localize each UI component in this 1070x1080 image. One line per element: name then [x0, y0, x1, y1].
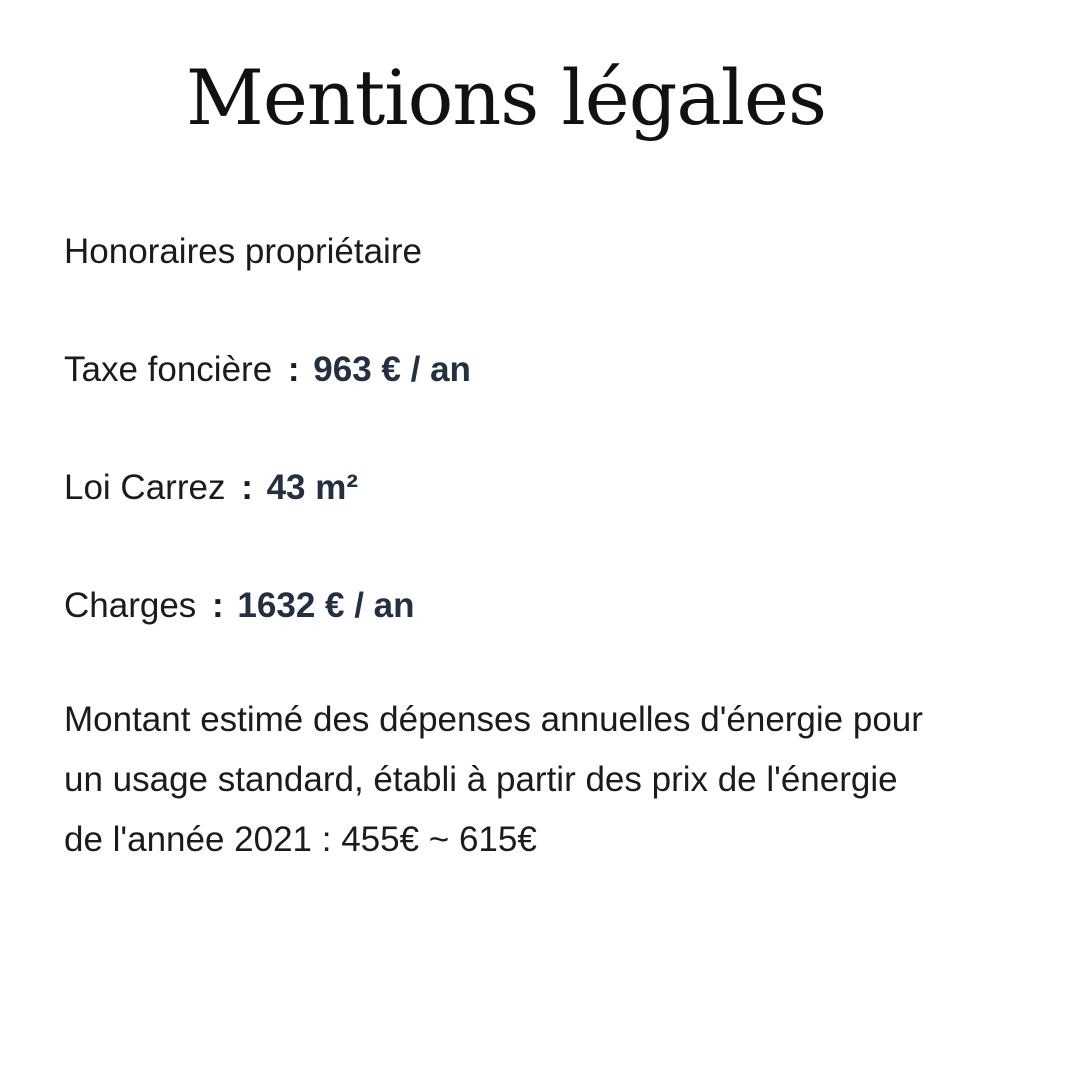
- energy-estimate-text: Montant estimé des dépenses annuelles d'énergie pour un usage standard, établi à partir des prix de l'énergie de l'année 2021 : 455€ ~ 615€: [64, 700, 923, 859]
- property-tax-line: [64, 344, 964, 396]
- page-title: Mentions légales: [186, 53, 826, 142]
- property-tax-unit: / an: [410, 350, 471, 389]
- carrez-value: 43 m²: [266, 468, 359, 507]
- charges-line: [64, 580, 964, 632]
- carrez-line: [64, 462, 964, 514]
- property-tax-value: 963 €: [313, 350, 401, 389]
- charges-separator: :: [212, 586, 224, 625]
- charges-unit: / an: [354, 586, 415, 625]
- carrez-label: Loi Carrez: [64, 468, 226, 507]
- fees-label: Honoraires propriétaire: [64, 232, 422, 271]
- fees-line: [64, 226, 964, 278]
- carrez-separator: :: [241, 468, 253, 507]
- property-tax-label: Taxe foncière: [64, 350, 273, 389]
- charges-label: Charges: [64, 586, 197, 625]
- legal-mentions-content: [64, 226, 964, 870]
- charges-value: 1632 €: [237, 586, 345, 625]
- property-tax-separator: :: [287, 350, 300, 389]
